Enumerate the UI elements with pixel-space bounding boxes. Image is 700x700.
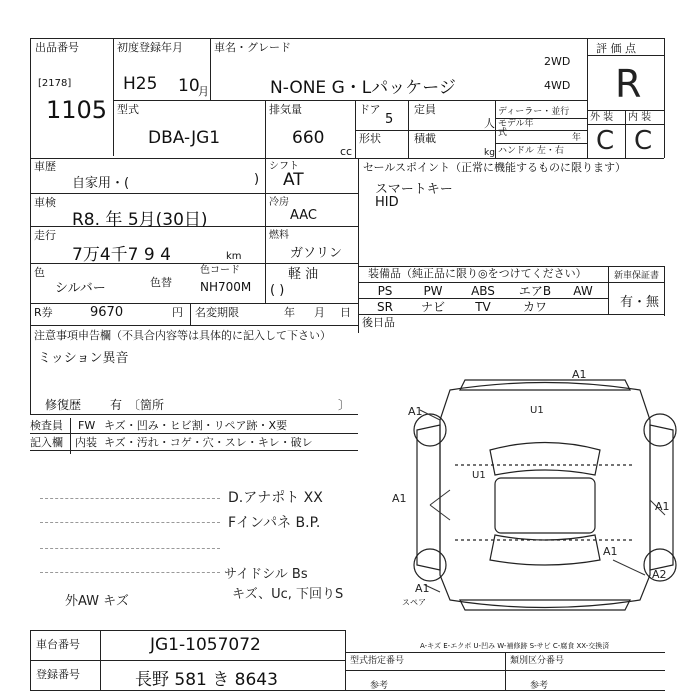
shakken-value: R8. 年 5月(30日) <box>72 210 208 230</box>
entry-label: 記入欄 <box>30 436 63 449</box>
drive-4wd: 4WD <box>544 79 571 92</box>
reg-year: H25 <box>123 74 158 94</box>
load-label: 積載 <box>414 132 436 145</box>
notes-content: ミッション異音 <box>38 351 129 366</box>
damage-mark: A1 <box>603 545 618 558</box>
damage-mark: U1 <box>472 470 486 481</box>
reg-number-value: 長野 581 き 8643 <box>135 670 278 690</box>
handwritten-note-4: キズ、Uc, 下回りS <box>232 587 344 602</box>
interior-label: 内 装 <box>628 112 652 123</box>
interior-grade: C <box>634 126 653 156</box>
repair-close: 〕 <box>338 398 351 412</box>
fw-items: キズ・凹み・ヒビ割・リペア跡・X要 <box>104 419 288 432</box>
drive-2wd: 2WD <box>544 55 571 68</box>
damage-mark: A2 <box>652 568 667 581</box>
history-close: ) <box>254 172 260 187</box>
equipment-sr: SR <box>377 300 393 314</box>
model-year-unit: 年 <box>572 133 582 143</box>
history-label: 車歴 <box>34 160 56 173</box>
check-label: 検査員 <box>30 419 63 432</box>
capacity-unit: 人 <box>484 117 495 130</box>
handwritten-note-1: D.アナポト XX <box>228 490 323 506</box>
damage-mark: A1 <box>408 405 423 418</box>
name-change-day: 日 <box>340 306 351 319</box>
reg-month: 10 <box>178 76 200 96</box>
equipment-abs: ABS <box>471 284 495 298</box>
sales-points-label: セールスポイント（正常に機能するものに限ります） <box>363 161 627 174</box>
equipment-label: 装備品（純正品に限り◎をつけてください） <box>368 267 587 280</box>
recycle-unit: 円 <box>172 306 183 319</box>
chassis-label: 車台番号 <box>36 638 80 651</box>
class-number-label: 類別区分番号 <box>510 656 565 666</box>
mileage-value: 7万4千7 9 4 <box>72 245 171 265</box>
handle-label: ハンドル 左・右 <box>498 146 564 156</box>
equipment-navi: ナビ <box>420 300 445 314</box>
type-value: DBA-JG1 <box>148 128 221 148</box>
exterior-label: 外 装 <box>590 112 614 123</box>
notes-label: 注意事項申告欄（不具合内容等は具体的に記入して下さい） <box>34 329 331 342</box>
handwritten-note-5: 外AW キズ <box>65 594 129 609</box>
damage-mark: A1 <box>415 582 430 595</box>
history-value: 自家用・( <box>72 176 130 191</box>
color-change-label: 色替 <box>150 276 172 289</box>
name-change-year: 年 <box>284 306 295 319</box>
repair-place: 〔箇所 <box>128 398 165 412</box>
cooling-label: 冷房 <box>269 197 289 208</box>
later-label: 後日品 <box>362 316 395 329</box>
reg-number-label: 登録番号 <box>36 668 80 681</box>
repair-label: 修復歴 <box>45 398 82 412</box>
type-label: 型式 <box>117 103 139 116</box>
fuel-paren: ( ) <box>270 283 285 298</box>
interior-inspection-label: 内装 <box>75 436 97 449</box>
grade-label: 評 価 点 <box>596 42 636 55</box>
car-damage-diagram <box>395 360 695 625</box>
damage-mark: A1 <box>655 500 670 513</box>
model-name-label: 車名・グレード <box>214 41 291 54</box>
sales-point-item: スマートキー <box>375 182 453 197</box>
fuel-label: 燃料 <box>269 230 289 241</box>
dealer-label: ディーラー・並行 <box>498 107 570 117</box>
model-year-label: モデル年式 <box>498 119 534 138</box>
mileage-unit: km <box>226 251 242 262</box>
recycle-value: 9670 <box>90 305 124 320</box>
cooling-value: AAC <box>290 208 317 223</box>
shift-label: シフト <box>269 161 299 172</box>
lot-sub: [2178] <box>38 78 72 89</box>
handwritten-note-3: サイドシル Bs <box>224 567 308 582</box>
reg-month-unit: 月 <box>198 85 209 98</box>
equipment-leather: カワ <box>522 300 547 314</box>
class-ref: 参考 <box>530 681 549 691</box>
equipment-aw: AW <box>573 284 593 298</box>
equipment-tv: TV <box>475 300 491 314</box>
color-code-value: NH700M <box>200 280 252 294</box>
fw-label: FW <box>78 419 96 432</box>
reg-label: 初度登録年月 <box>117 41 183 54</box>
fuel-gas: ガソリン <box>290 246 343 261</box>
grade-value: R <box>615 62 642 106</box>
spec-number-label: 型式指定番号 <box>350 656 405 666</box>
color-code-label: 色コード <box>200 265 240 276</box>
lot-number: 1105 <box>46 96 108 124</box>
damage-legend: A-キズ E-エクボ U-凹み W-補修跡 S-サビ C-腐食 XX-交換済 <box>420 642 610 650</box>
spec-ref: 参考 <box>370 681 389 691</box>
name-change-month: 月 <box>314 306 325 319</box>
disp-label: 排気量 <box>269 103 302 116</box>
shakken-label: 車検 <box>34 196 56 209</box>
recycle-label: R券 <box>34 306 53 319</box>
model-name: N-ONE G・Lパッケージ <box>270 78 456 98</box>
mileage-label: 走行 <box>34 229 56 242</box>
disp-unit: cc <box>340 145 353 158</box>
equipment-pw: PW <box>423 284 443 298</box>
spare-label: スペア <box>402 598 426 607</box>
shift-value: AT <box>283 170 304 190</box>
lot-label: 出品番号 <box>35 41 79 54</box>
shape-label: 形状 <box>359 132 381 145</box>
name-change-label: 名変期限 <box>195 306 239 319</box>
handwritten-note-2: Fインパネ B.P. <box>228 515 321 531</box>
new-car-label: 新車保証書 <box>614 271 660 281</box>
repair-value: 有 <box>110 398 123 412</box>
disp-value: 660 <box>292 128 325 148</box>
door-value: 5 <box>385 112 394 127</box>
load-unit: kg <box>484 148 495 158</box>
damage-mark: A1 <box>572 368 587 381</box>
new-car-value: 有・無 <box>620 295 660 310</box>
color-label: 色 <box>34 266 45 279</box>
exterior-grade: C <box>596 126 615 156</box>
damage-mark: U1 <box>530 405 544 416</box>
equipment-airbag: エアB <box>518 284 552 298</box>
color-value: シルバー <box>55 281 106 296</box>
capacity-label: 定員 <box>414 103 436 116</box>
damage-mark: A1 <box>392 492 407 505</box>
door-label: ドア <box>359 103 381 116</box>
chassis-value: JG1-1057072 <box>150 635 261 655</box>
sales-point-item: HID <box>375 195 399 210</box>
fuel-diesel: 軽 油 <box>288 267 319 282</box>
equipment-ps: PS <box>377 284 393 298</box>
interior-inspection-items: キズ・汚れ・コゲ・穴・スレ・キレ・破レ <box>104 436 313 449</box>
